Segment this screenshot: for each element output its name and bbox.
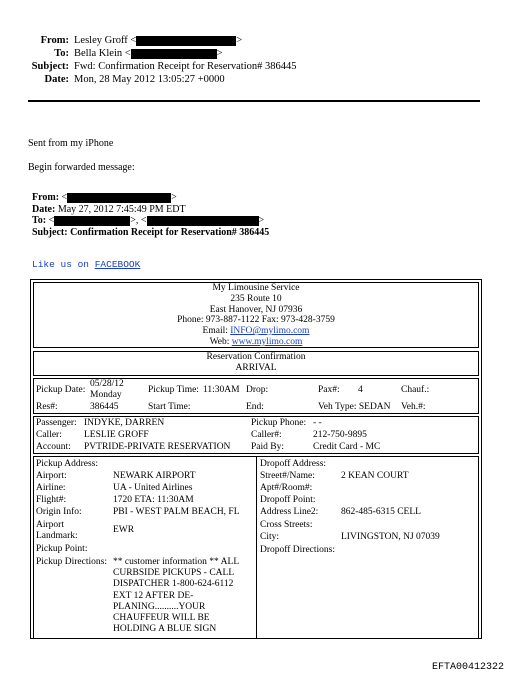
company-web: Web: www.mylimo.com [209,336,303,347]
airline-label: Airline: [36,483,66,493]
veh-label: Veh.#: [401,402,426,412]
pickup-day: Monday [90,390,122,400]
redaction-bar [147,216,259,226]
confirmation-heading: Reservation Confirmation [206,352,306,362]
fwd-subject-line: Subject: Confirmation Receipt for Reservation# 386445 [32,227,270,238]
direction-line: CURBSIDE PICKUPS - CALL [113,568,235,579]
origin-label: Origin Info: [36,507,82,517]
address-line2-label: Address Line2: [260,507,319,517]
dropoff-directions-label: Dropoff Directions: [260,545,336,555]
redaction-bar [136,36,236,46]
direction-line: EXT 12 AFTER DE- [113,590,194,601]
direction-line: PLANING..........YOUR [113,601,206,612]
airport-value: NEWARK AIRPORT [113,471,196,481]
paid-by-value: Credit Card - MC [313,442,381,452]
pickup-phone-value: - - [313,418,322,428]
pickup-directions [113,557,239,635]
origin-value: PBI - WEST PALM BEACH, FL [113,507,240,517]
dropoff-point-label: Dropoff Point: [260,495,316,505]
caller-num-value: 212-750-9895 [313,430,367,440]
street-value: 2 KEAN COURT [341,471,409,481]
pickup-time: 11:30AM [203,385,240,395]
from-value: Lesley Groff < > [74,35,243,46]
start-time-label: Start Time: [148,402,191,412]
date-value: Mon, 28 May 2012 13:05:27 +0000 [74,74,225,85]
document-id: EFTA00412322 [431,662,504,673]
res-value: 386445 [90,402,119,412]
drop-label: Drop: [246,385,269,395]
subject-label: Subject: [31,61,69,72]
chauf-label: Chauf.: [401,385,430,395]
caller-label: Caller: [36,430,62,440]
street-label: Street#/Name: [260,471,315,481]
address-divider [256,456,257,639]
landmark-value: EWR [113,525,135,535]
end-label: End: [246,402,264,412]
pickup-phone-label: Pickup Phone: [251,418,307,428]
company-address1: 235 Route 10 [230,293,282,304]
company-info [33,283,479,348]
flight-value: 1720 ETA: 11:30AM [113,495,194,505]
company-name: My Limousine Service [212,283,300,293]
fwd-to-line: To: < >, < > [32,215,265,226]
sent-from-text: Sent from my iPhone [28,138,114,149]
account-label: Account: [36,442,71,452]
fwd-date-line: Date: May 27, 2012 7:45:49 PM EDT [32,204,186,215]
city-value: LIVINGSTON, NJ 07039 [341,532,440,542]
confirmation-title [33,352,479,374]
facebook-link[interactable]: FACEBOOK [94,259,141,270]
to-value: Bella Klein < > [74,48,223,59]
pickup-directions-label: Pickup Directions: [36,557,107,567]
web-link[interactable]: www.mylimo.com [231,336,303,347]
caller-num-label: Caller#: [251,430,282,440]
airport-label: Airport: [36,471,67,481]
airline-value: UA - United Airlines [113,483,193,493]
company-address2: East Hanover, NJ 07936 [209,304,303,315]
passenger-value: INDYKE, DARREN [84,418,165,428]
to-label: To: [54,48,69,59]
redaction-bar [131,49,217,59]
company-phone: Phone: 973-887-1122 Fax: 973-428-3759 [177,315,335,326]
veh-type-label: Veh Type: SEDAN [318,402,391,412]
res-label: Res#: [36,402,58,412]
fwd-from-line: From: < > [32,192,177,203]
dropoff-heading: Dropoff Address: [260,459,327,469]
header-divider [28,100,480,102]
pickup-date-label: Pickup Date: [36,385,86,395]
date-label: Date: [44,74,69,85]
address-line2-value: 862-485-6315 CELL [341,507,421,517]
account-value: PVTRIDE-PRIVATE RESERVATION [84,442,231,452]
facebook-line [32,259,140,270]
direction-line: CHAUFFEUR WILL BE [113,613,210,624]
facebook-prefix: Like us on [32,259,90,270]
pickup-date: 05/28/12 [90,379,124,389]
direction-line: ** customer information ** ALL [113,557,240,567]
city-label: City: [260,532,280,542]
cross-streets-label: Cross Streets: [260,520,313,530]
redaction-bar [54,216,130,226]
arrival-label: ARRIVAL [235,363,277,373]
pickup-heading: Pickup Address: [36,459,99,469]
pax-label: Pax#: [318,385,340,395]
begin-forwarded-text: Begin forwarded message: [28,162,135,173]
flight-label: Flight#: [36,495,67,505]
direction-line: DISPATCHER 1-800-624-6112 [113,579,234,590]
paid-by-label: Paid By: [251,442,284,452]
pax-value: 4 [358,385,363,395]
landmark-label-1: Airport [36,520,64,530]
pickup-time-label: Pickup Time: [148,385,199,395]
from-label: From: [40,35,69,46]
pickup-point-label: Pickup Point: [36,544,88,554]
passenger-label: Passenger: [36,418,77,428]
subject-value: Fwd: Confirmation Receipt for Reservation# 386445 [74,61,297,72]
company-email: Email: INFO@mylimo.com [202,326,310,337]
landmark-label-2: Landmark: [36,531,78,541]
direction-line: HOLDING A BLUE SIGN [113,624,217,635]
email-link[interactable]: INFO@mylimo.com [230,326,310,337]
redaction-bar [67,193,171,203]
apt-label: Apt#/Room#: [260,483,313,493]
caller-value: LESLIE GROFF [84,430,149,440]
